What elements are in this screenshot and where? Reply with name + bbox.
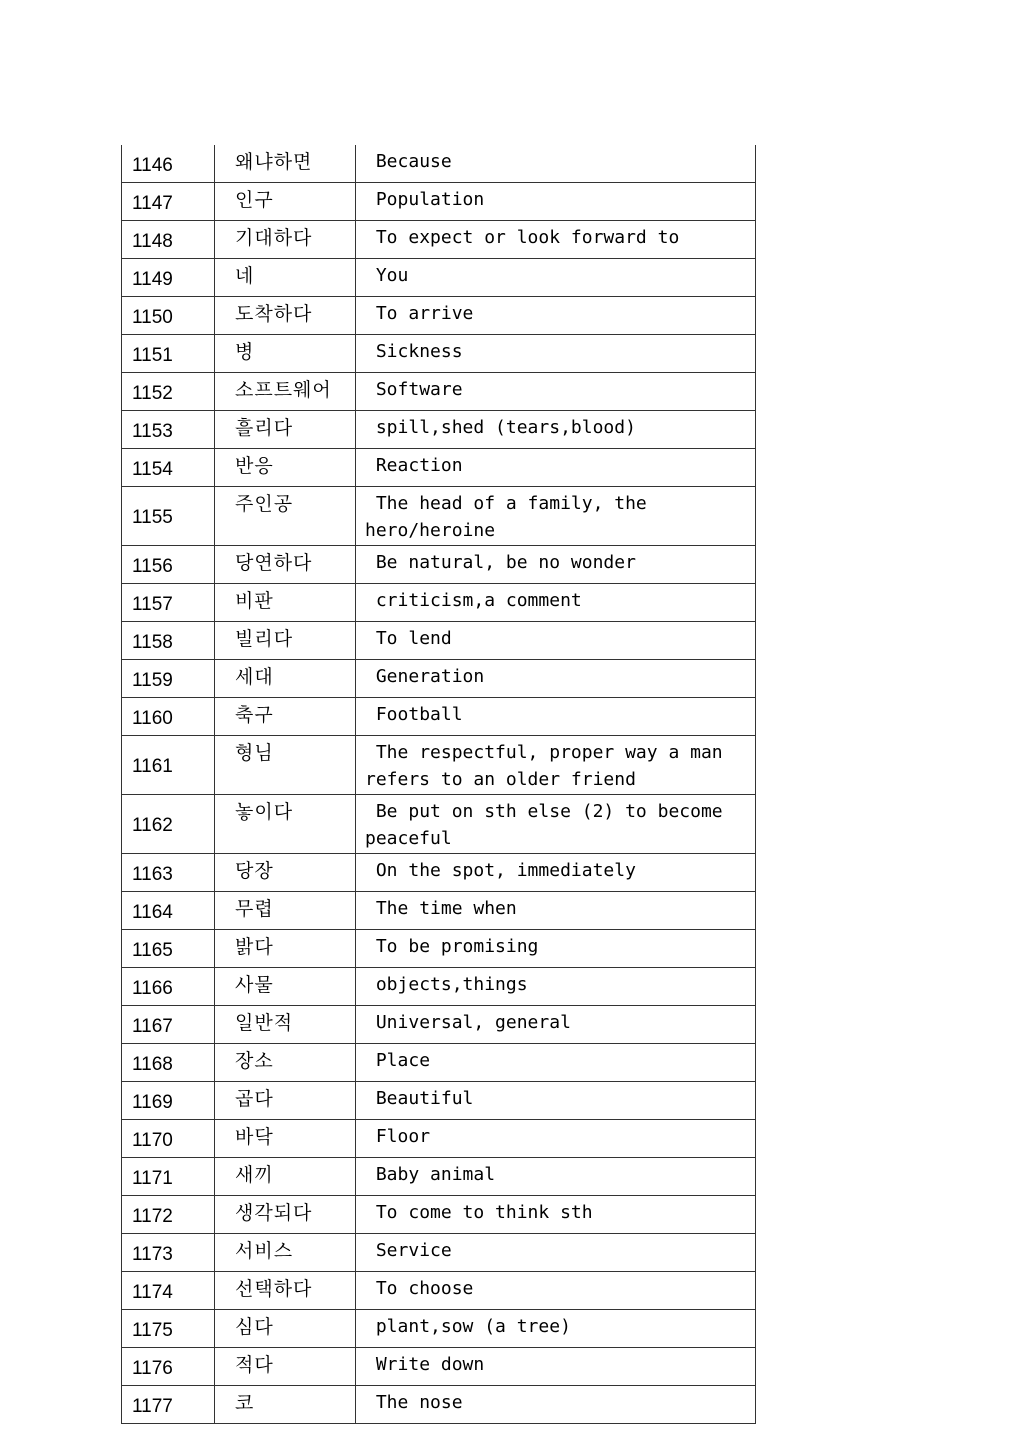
english-meaning: objects,things [356,968,756,1006]
korean-word: 빌리다 [215,622,356,660]
table-row [122,1006,756,1044]
korean-word: 생각되다 [215,1196,356,1234]
table-row [122,892,756,930]
entry-number: 1153 [122,411,215,449]
korean-word: 반응 [215,449,356,487]
entry-number: 1157 [122,584,215,622]
entry-number: 1166 [122,968,215,1006]
entry-number: 1163 [122,854,215,892]
entry-number: 1175 [122,1310,215,1348]
entry-number: 1151 [122,335,215,373]
english-meaning: To be promising [356,930,756,968]
entry-number: 1160 [122,698,215,736]
table-row [122,930,756,968]
table-row [122,1158,756,1196]
english-meaning: On the spot, immediately [356,854,756,892]
english-meaning: The time when [356,892,756,930]
english-meaning: To lend [356,622,756,660]
entry-number: 1161 [122,736,215,795]
english-meaning: Service [356,1234,756,1272]
english-meaning: Reaction [356,449,756,487]
english-meaning: Sickness [356,335,756,373]
entry-number: 1159 [122,660,215,698]
entry-number: 1167 [122,1006,215,1044]
english-meaning: Because [356,145,756,183]
entry-number: 1168 [122,1044,215,1082]
table-row [122,1120,756,1158]
table-row [122,660,756,698]
english-meaning: Floor [356,1120,756,1158]
table-row [122,546,756,584]
english-meaning: To expect or look forward to [356,221,756,259]
entry-number: 1177 [122,1386,215,1424]
english-meaning: Baby animal [356,1158,756,1196]
korean-word: 형님 [215,736,356,795]
vocabulary-table [121,145,756,1424]
table-row [122,854,756,892]
table-row [122,736,756,795]
english-meaning: Generation [356,660,756,698]
entry-number: 1174 [122,1272,215,1310]
table-row [122,487,756,546]
table-row [122,1044,756,1082]
korean-word: 새끼 [215,1158,356,1196]
korean-word: 축구 [215,698,356,736]
table-row [122,145,756,183]
entry-number: 1164 [122,892,215,930]
english-meaning: Be natural, be no wonder [356,546,756,584]
table-row [122,795,756,854]
korean-word: 왜냐하면 [215,145,356,183]
table-row [122,373,756,411]
korean-word: 장소 [215,1044,356,1082]
korean-word: 코 [215,1386,356,1424]
entry-number: 1171 [122,1158,215,1196]
english-meaning: Beautiful [356,1082,756,1120]
entry-number: 1173 [122,1234,215,1272]
english-meaning: spill,shed (tears,blood) [356,411,756,449]
korean-word: 사물 [215,968,356,1006]
english-meaning: The respectful, proper way a man refers to an older friend [356,736,756,795]
english-meaning: plant,sow (a tree) [356,1310,756,1348]
korean-word: 선택하다 [215,1272,356,1310]
english-meaning: To choose [356,1272,756,1310]
korean-word: 병 [215,335,356,373]
entry-number: 1156 [122,546,215,584]
korean-word: 인구 [215,183,356,221]
table-row [122,1386,756,1424]
table-row [122,584,756,622]
korean-word: 주인공 [215,487,356,546]
vocabulary-table-body [122,145,756,1424]
english-meaning: Universal, general [356,1006,756,1044]
entry-number: 1154 [122,449,215,487]
table-row [122,1310,756,1348]
entry-number: 1169 [122,1082,215,1120]
english-meaning: To come to think sth [356,1196,756,1234]
english-meaning: Football [356,698,756,736]
korean-word: 흘리다 [215,411,356,449]
table-row [122,335,756,373]
entry-number: 1152 [122,373,215,411]
entry-number: 1155 [122,487,215,546]
table-row [122,221,756,259]
table-row [122,449,756,487]
korean-word: 당장 [215,854,356,892]
korean-word: 일반적 [215,1006,356,1044]
entry-number: 1146 [122,145,215,183]
entry-number: 1148 [122,221,215,259]
table-row [122,1272,756,1310]
entry-number: 1158 [122,622,215,660]
english-meaning: Be put on sth else (2) to become peaceful [356,795,756,854]
english-meaning: To arrive [356,297,756,335]
entry-number: 1147 [122,183,215,221]
entry-number: 1150 [122,297,215,335]
english-meaning: criticism,a comment [356,584,756,622]
table-row [122,1234,756,1272]
table-row [122,411,756,449]
table-row [122,259,756,297]
korean-word: 소프트웨어 [215,373,356,411]
korean-word: 무렵 [215,892,356,930]
korean-word: 적다 [215,1348,356,1386]
english-meaning: The nose [356,1386,756,1424]
korean-word: 기대하다 [215,221,356,259]
table-row [122,622,756,660]
table-row [122,698,756,736]
english-meaning: Population [356,183,756,221]
entry-number: 1170 [122,1120,215,1158]
english-meaning: The head of a family, the hero/heroine [356,487,756,546]
english-meaning: Place [356,1044,756,1082]
entry-number: 1165 [122,930,215,968]
table-row [122,968,756,1006]
table-row [122,1196,756,1234]
table-row [122,1348,756,1386]
korean-word: 바닥 [215,1120,356,1158]
table-row [122,297,756,335]
vocabulary-sheet [121,145,756,1424]
entry-number: 1172 [122,1196,215,1234]
entry-number: 1149 [122,259,215,297]
korean-word: 곱다 [215,1082,356,1120]
english-meaning: Software [356,373,756,411]
korean-word: 네 [215,259,356,297]
korean-word: 당연하다 [215,546,356,584]
korean-word: 밝다 [215,930,356,968]
korean-word: 세대 [215,660,356,698]
entry-number: 1162 [122,795,215,854]
table-row [122,183,756,221]
table-row [122,1082,756,1120]
korean-word: 놓이다 [215,795,356,854]
korean-word: 심다 [215,1310,356,1348]
korean-word: 비판 [215,584,356,622]
english-meaning: You [356,259,756,297]
english-meaning: Write down [356,1348,756,1386]
korean-word: 도착하다 [215,297,356,335]
entry-number: 1176 [122,1348,215,1386]
korean-word: 서비스 [215,1234,356,1272]
